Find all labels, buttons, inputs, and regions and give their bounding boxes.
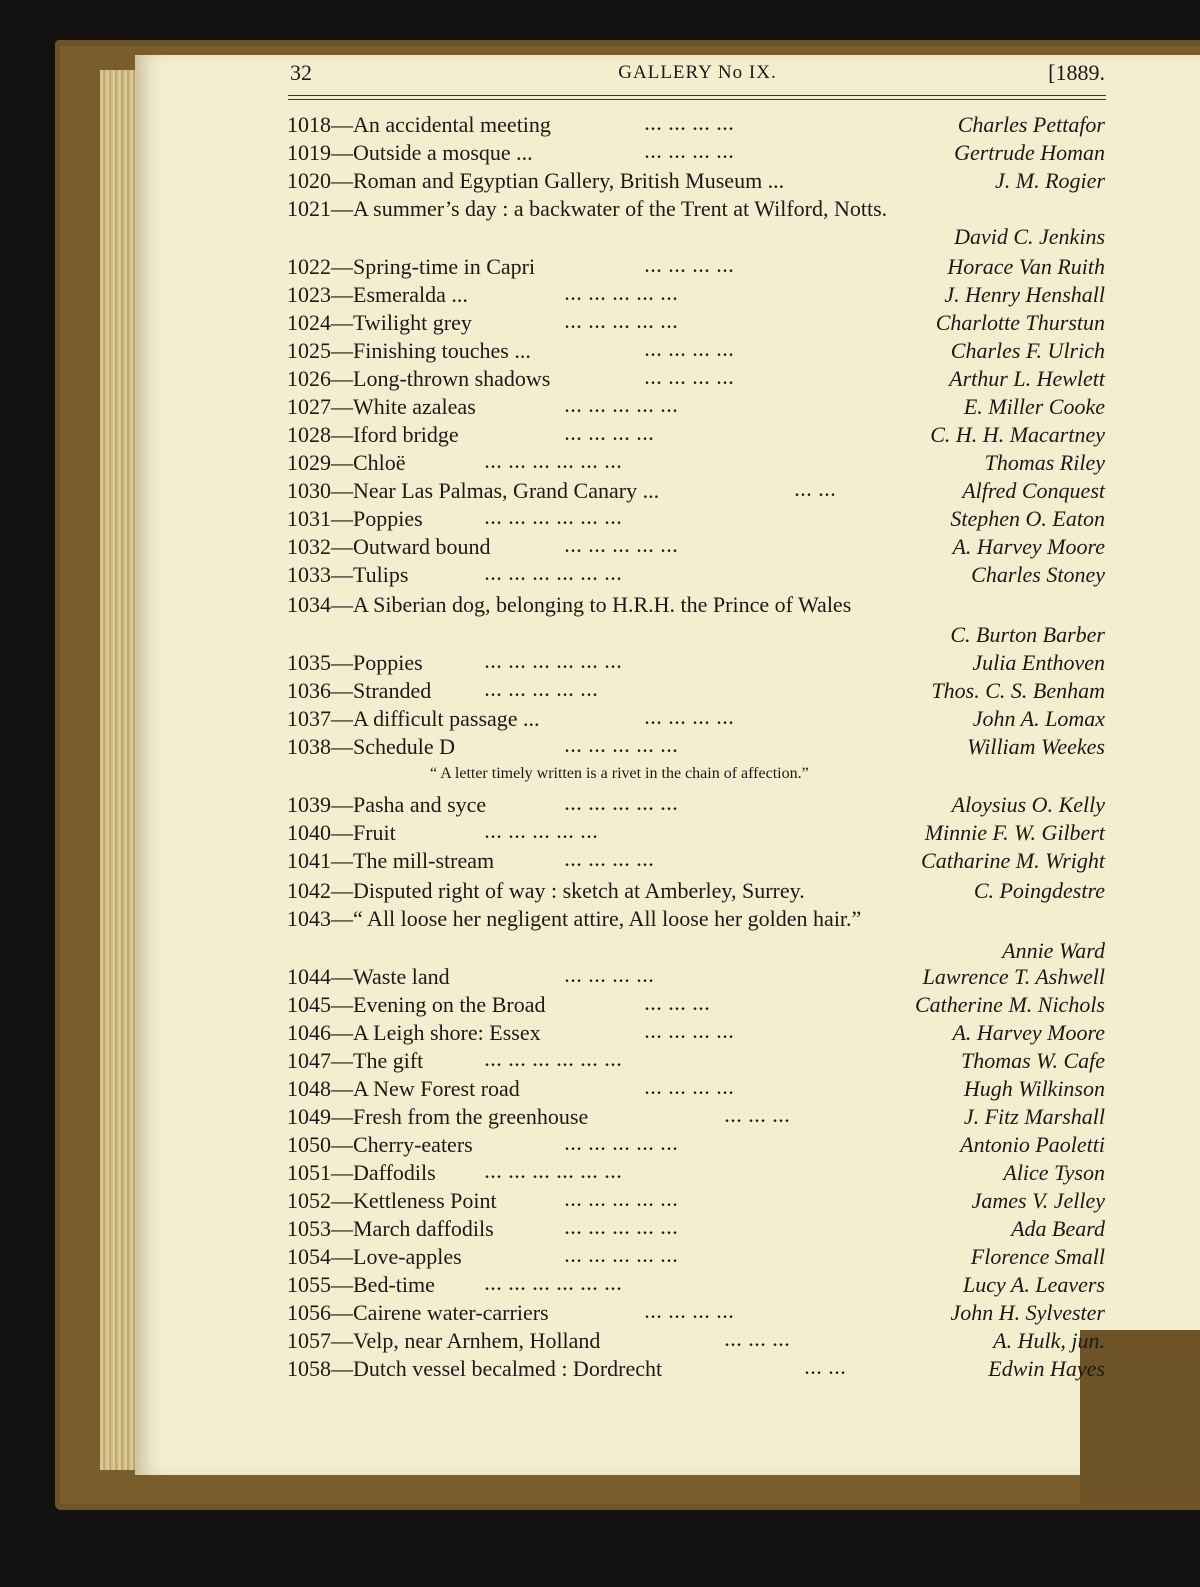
leader-dots: ... ... ... ... ... <box>565 315 679 332</box>
entry-artist: Lucy A. Leavers <box>963 1272 1105 1297</box>
entry-title: 1056—Cairene water-carriers <box>287 1300 549 1325</box>
leader-dots: ... ... <box>805 1361 847 1378</box>
entry-title: 1034—A Siberian dog, belonging to H.R.H. the Prince of Wales <box>287 592 852 617</box>
entry-artist: Stephen O. Eaton <box>950 506 1105 531</box>
entry-artist: Horace Van Ruith <box>947 254 1105 279</box>
leader-dots: ... ... ... ... ... ... <box>485 1165 623 1182</box>
entry-title: 1051—Daffodils <box>287 1160 436 1185</box>
entry-artist: Charlotte Thurstun <box>935 310 1105 335</box>
entry-artist: John A. Lomax <box>972 706 1105 731</box>
list-item <box>275 590 1105 619</box>
leader-dots: ... ... ... ... <box>645 145 735 162</box>
entry-artist: Gertrude Homan <box>954 140 1105 165</box>
list-item <box>275 1270 1105 1299</box>
leader-dots: ... ... ... ... ... <box>565 1193 679 1210</box>
entry-artist: C. H. H. Macartney <box>930 422 1105 447</box>
leader-dots: ... ... ... ... <box>645 1025 735 1042</box>
entry-artist: A. Harvey Moore <box>952 1020 1105 1045</box>
list-item <box>275 1158 1105 1187</box>
list-item <box>275 790 1105 819</box>
entry-artist: Florence Small <box>970 1244 1105 1269</box>
list-item <box>275 308 1105 337</box>
entry-title: 1045—Evening on the Broad <box>287 992 546 1017</box>
list-item <box>275 166 1105 195</box>
entry-artist: J. M. Rogier <box>995 168 1105 193</box>
entry-title: 1032—Outward bound <box>287 534 491 559</box>
leader-dots: ... ... ... ... ... <box>565 739 679 756</box>
list-item <box>275 990 1105 1019</box>
entry-title: 1023—Esmeralda ... <box>287 282 468 307</box>
list-item <box>275 904 1105 933</box>
list-item <box>275 1354 1105 1383</box>
list-item <box>275 1102 1105 1131</box>
entry-artist: Charles F. Ulrich <box>950 338 1105 363</box>
list-item <box>275 1326 1105 1355</box>
entry-title: 1047—The gift <box>287 1048 424 1073</box>
list-item <box>275 364 1105 393</box>
leader-dots: ... ... ... ... <box>565 969 655 986</box>
leader-dots: ... ... ... ... ... <box>485 683 599 700</box>
leader-dots: ... ... ... ... ... ... <box>485 455 623 472</box>
list-item <box>275 1242 1105 1271</box>
leader-dots: ... ... ... ... <box>645 371 735 388</box>
entry-title: 1033—Tulips <box>287 562 409 587</box>
entry-title: 1030—Near Las Palmas, Grand Canary ... <box>287 478 660 503</box>
entry-title: 1026—Long-thrown shadows <box>287 366 551 391</box>
leader-dots: ... ... ... ... ... <box>565 797 679 814</box>
leader-dots: ... ... ... ... ... <box>565 1221 679 1238</box>
entry-title: 1043—“ All loose her negligent attire, All loose her golden hair.” <box>287 906 862 931</box>
entry-title: 1031—Poppies <box>287 506 423 531</box>
entry-title: 1052—Kettleness Point <box>287 1188 497 1213</box>
entry-artist: Lawrence T. Ashwell <box>922 964 1105 989</box>
entry-title: 1029—Chloë <box>287 450 406 475</box>
list-item <box>275 704 1105 733</box>
leader-dots: ... ... ... ... <box>645 1305 735 1322</box>
entry-artist: Thomas W. Cafe <box>960 1048 1105 1073</box>
entry-title: 1040—Fruit <box>287 820 396 845</box>
entry-title: 1018—An accidental meeting <box>287 112 551 137</box>
leader-dots: ... ... ... <box>645 997 711 1014</box>
header-rule <box>288 99 1106 100</box>
list-item <box>275 110 1105 139</box>
leader-dots: ... ... ... ... ... <box>565 1249 679 1266</box>
list-item <box>275 676 1105 705</box>
leader-dots: ... ... ... ... ... ... <box>485 1053 623 1070</box>
leader-dots: ... ... ... ... ... <box>565 287 679 304</box>
entry-artist: Arthur L. Hewlett <box>949 366 1105 391</box>
entry-artist: William Weekes <box>967 734 1105 759</box>
leader-dots: ... ... ... ... ... <box>565 399 679 416</box>
list-item <box>275 962 1105 991</box>
entry-artist: Edwin Hayes <box>988 1356 1105 1381</box>
leader-dots: ... ... ... ... <box>645 117 735 134</box>
list-item <box>275 420 1105 449</box>
page-number: 32 <box>290 60 312 85</box>
entry-title: 1053—March daffodils <box>287 1216 494 1241</box>
leader-dots: ... ... ... ... <box>645 711 735 728</box>
entry-title: 1054—Love-apples <box>287 1244 462 1269</box>
list-item <box>275 1018 1105 1047</box>
entry-title: 1027—White azaleas <box>287 394 476 419</box>
entry-title: 1048—A New Forest road <box>287 1076 520 1101</box>
list-item <box>275 648 1105 677</box>
entry-artist: Thos. C. S. Benham <box>931 678 1105 703</box>
entry-title: 1041—The mill-stream <box>287 848 495 873</box>
artist-1034: C. Burton Barber <box>950 622 1105 647</box>
header-rule <box>288 95 1106 96</box>
entry-title: 1042—Disputed right of way : sketch at Amberley, Surrey. <box>287 878 805 903</box>
list-item <box>275 560 1105 589</box>
entry-artist: A. Harvey Moore <box>952 534 1105 559</box>
leader-dots: ... ... ... ... ... ... <box>485 567 623 584</box>
entry-title: 1021—A summer’s day : a backwater of the Trent at Wilford, Notts. <box>287 196 888 221</box>
list-item <box>275 532 1105 561</box>
leader-dots: ... ... ... ... ... <box>485 825 599 842</box>
entry-artist: Charles Stoney <box>971 562 1105 587</box>
entry-artist: Aloysius O. Kelly <box>951 792 1105 817</box>
artist-1043: Annie Ward <box>1002 938 1105 963</box>
entry-title: 1049—Fresh from the greenhouse <box>287 1104 589 1129</box>
leader-dots: ... ... ... ... ... ... <box>485 511 623 528</box>
entry-title: 1035—Poppies <box>287 650 423 675</box>
list-item <box>275 448 1105 477</box>
list-item <box>275 1046 1105 1075</box>
leader-dots: ... ... ... ... <box>645 343 735 360</box>
leader-dots: ... ... ... ... ... <box>565 1137 679 1154</box>
entry-artist: Hugh Wilkinson <box>963 1076 1105 1101</box>
entry-title: 1050—Cherry-eaters <box>287 1132 473 1157</box>
entry-artist: Charles Pettafor <box>957 112 1105 137</box>
running-header <box>290 60 1105 90</box>
leader-dots: ... ... ... <box>725 1333 791 1350</box>
list-item <box>275 138 1105 167</box>
entry-artist: Antonio Paoletti <box>960 1132 1105 1157</box>
leader-dots: ... ... <box>795 483 837 500</box>
list-item <box>275 194 1105 223</box>
list-item <box>275 280 1105 309</box>
list-item <box>275 252 1105 281</box>
entry-title: 1036—Stranded <box>287 678 432 703</box>
leader-dots: ... ... ... ... ... ... <box>485 655 623 672</box>
entry-title: 1038—Schedule D <box>287 734 456 759</box>
list-item <box>275 1130 1105 1159</box>
entry-title: 1028—Iford bridge <box>287 422 459 447</box>
entry-artist: Catharine M. Wright <box>921 848 1105 873</box>
list-item <box>275 1298 1105 1327</box>
list-item <box>275 1186 1105 1215</box>
entry-artist: Ada Beard <box>1011 1216 1105 1241</box>
entry-artist: John H. Sylvester <box>950 1300 1105 1325</box>
quote: “ A letter timely written is a rivet in the chain of affection.” <box>430 765 809 782</box>
list-item <box>275 1074 1105 1103</box>
entry-artist: E. Miller Cooke <box>963 394 1105 419</box>
entry-artist: Alice Tyson <box>1003 1160 1105 1185</box>
leader-dots: ... ... ... ... <box>565 427 655 444</box>
entry-artist: J. Henry Henshall <box>944 282 1105 307</box>
entry-title: 1044—Waste land <box>287 964 450 989</box>
year: [1889. <box>1048 60 1105 85</box>
entry-artist: J. Fitz Marshall <box>963 1104 1105 1129</box>
entry-title: 1058—Dutch vessel becalmed : Dordrecht <box>287 1356 663 1381</box>
leader-dots: ... ... ... ... ... ... <box>485 1277 623 1294</box>
list-item <box>275 1214 1105 1243</box>
entry-artist: James V. Jelley <box>971 1188 1105 1213</box>
leader-dots: ... ... ... ... <box>565 853 655 870</box>
entry-title: 1057—Velp, near Arnhem, Holland <box>287 1328 601 1353</box>
list-item <box>275 392 1105 421</box>
list-item <box>275 818 1105 847</box>
entry-artist: Minnie F. W. Gilbert <box>924 820 1105 845</box>
entry-artist: Thomas Riley <box>984 450 1105 475</box>
entry-title: 1019—Outside a mosque ... <box>287 140 533 165</box>
entry-title: 1055—Bed-time <box>287 1272 435 1297</box>
entry-title: 1037—A difficult passage ... <box>287 706 540 731</box>
entry-artist: Alfred Conquest <box>962 478 1105 503</box>
entry-artist: A. Hulk, jun. <box>993 1328 1105 1353</box>
leader-dots: ... ... ... ... <box>645 259 735 276</box>
list-item <box>275 476 1105 505</box>
artist-1021: David C. Jenkins <box>954 224 1105 249</box>
entry-title: 1024—Twilight grey <box>287 310 472 335</box>
entry-title: 1046—A Leigh shore: Essex <box>287 1020 541 1045</box>
entry-title: 1025—Finishing touches ... <box>287 338 531 363</box>
list-item <box>275 336 1105 365</box>
entry-title: 1020—Roman and Egyptian Gallery, British Museum ... <box>287 168 785 193</box>
list-item <box>275 846 1105 875</box>
list-item <box>275 732 1105 761</box>
entry-title: 1039—Pasha and syce <box>287 792 487 817</box>
leader-dots: ... ... ... <box>725 1109 791 1126</box>
entry-title: 1022—Spring-time in Capri <box>287 254 536 279</box>
leader-dots: ... ... ... ... <box>645 1081 735 1098</box>
entry-artist: C. Poingdestre <box>973 878 1105 903</box>
leader-dots: ... ... ... ... ... <box>565 539 679 556</box>
list-item <box>275 504 1105 533</box>
list-item <box>275 876 1105 905</box>
entry-artist: Julia Enthoven <box>972 650 1105 675</box>
entry-artist: Catherine M. Nichols <box>914 992 1105 1017</box>
gallery-title: GALLERY No IX. <box>618 62 777 83</box>
